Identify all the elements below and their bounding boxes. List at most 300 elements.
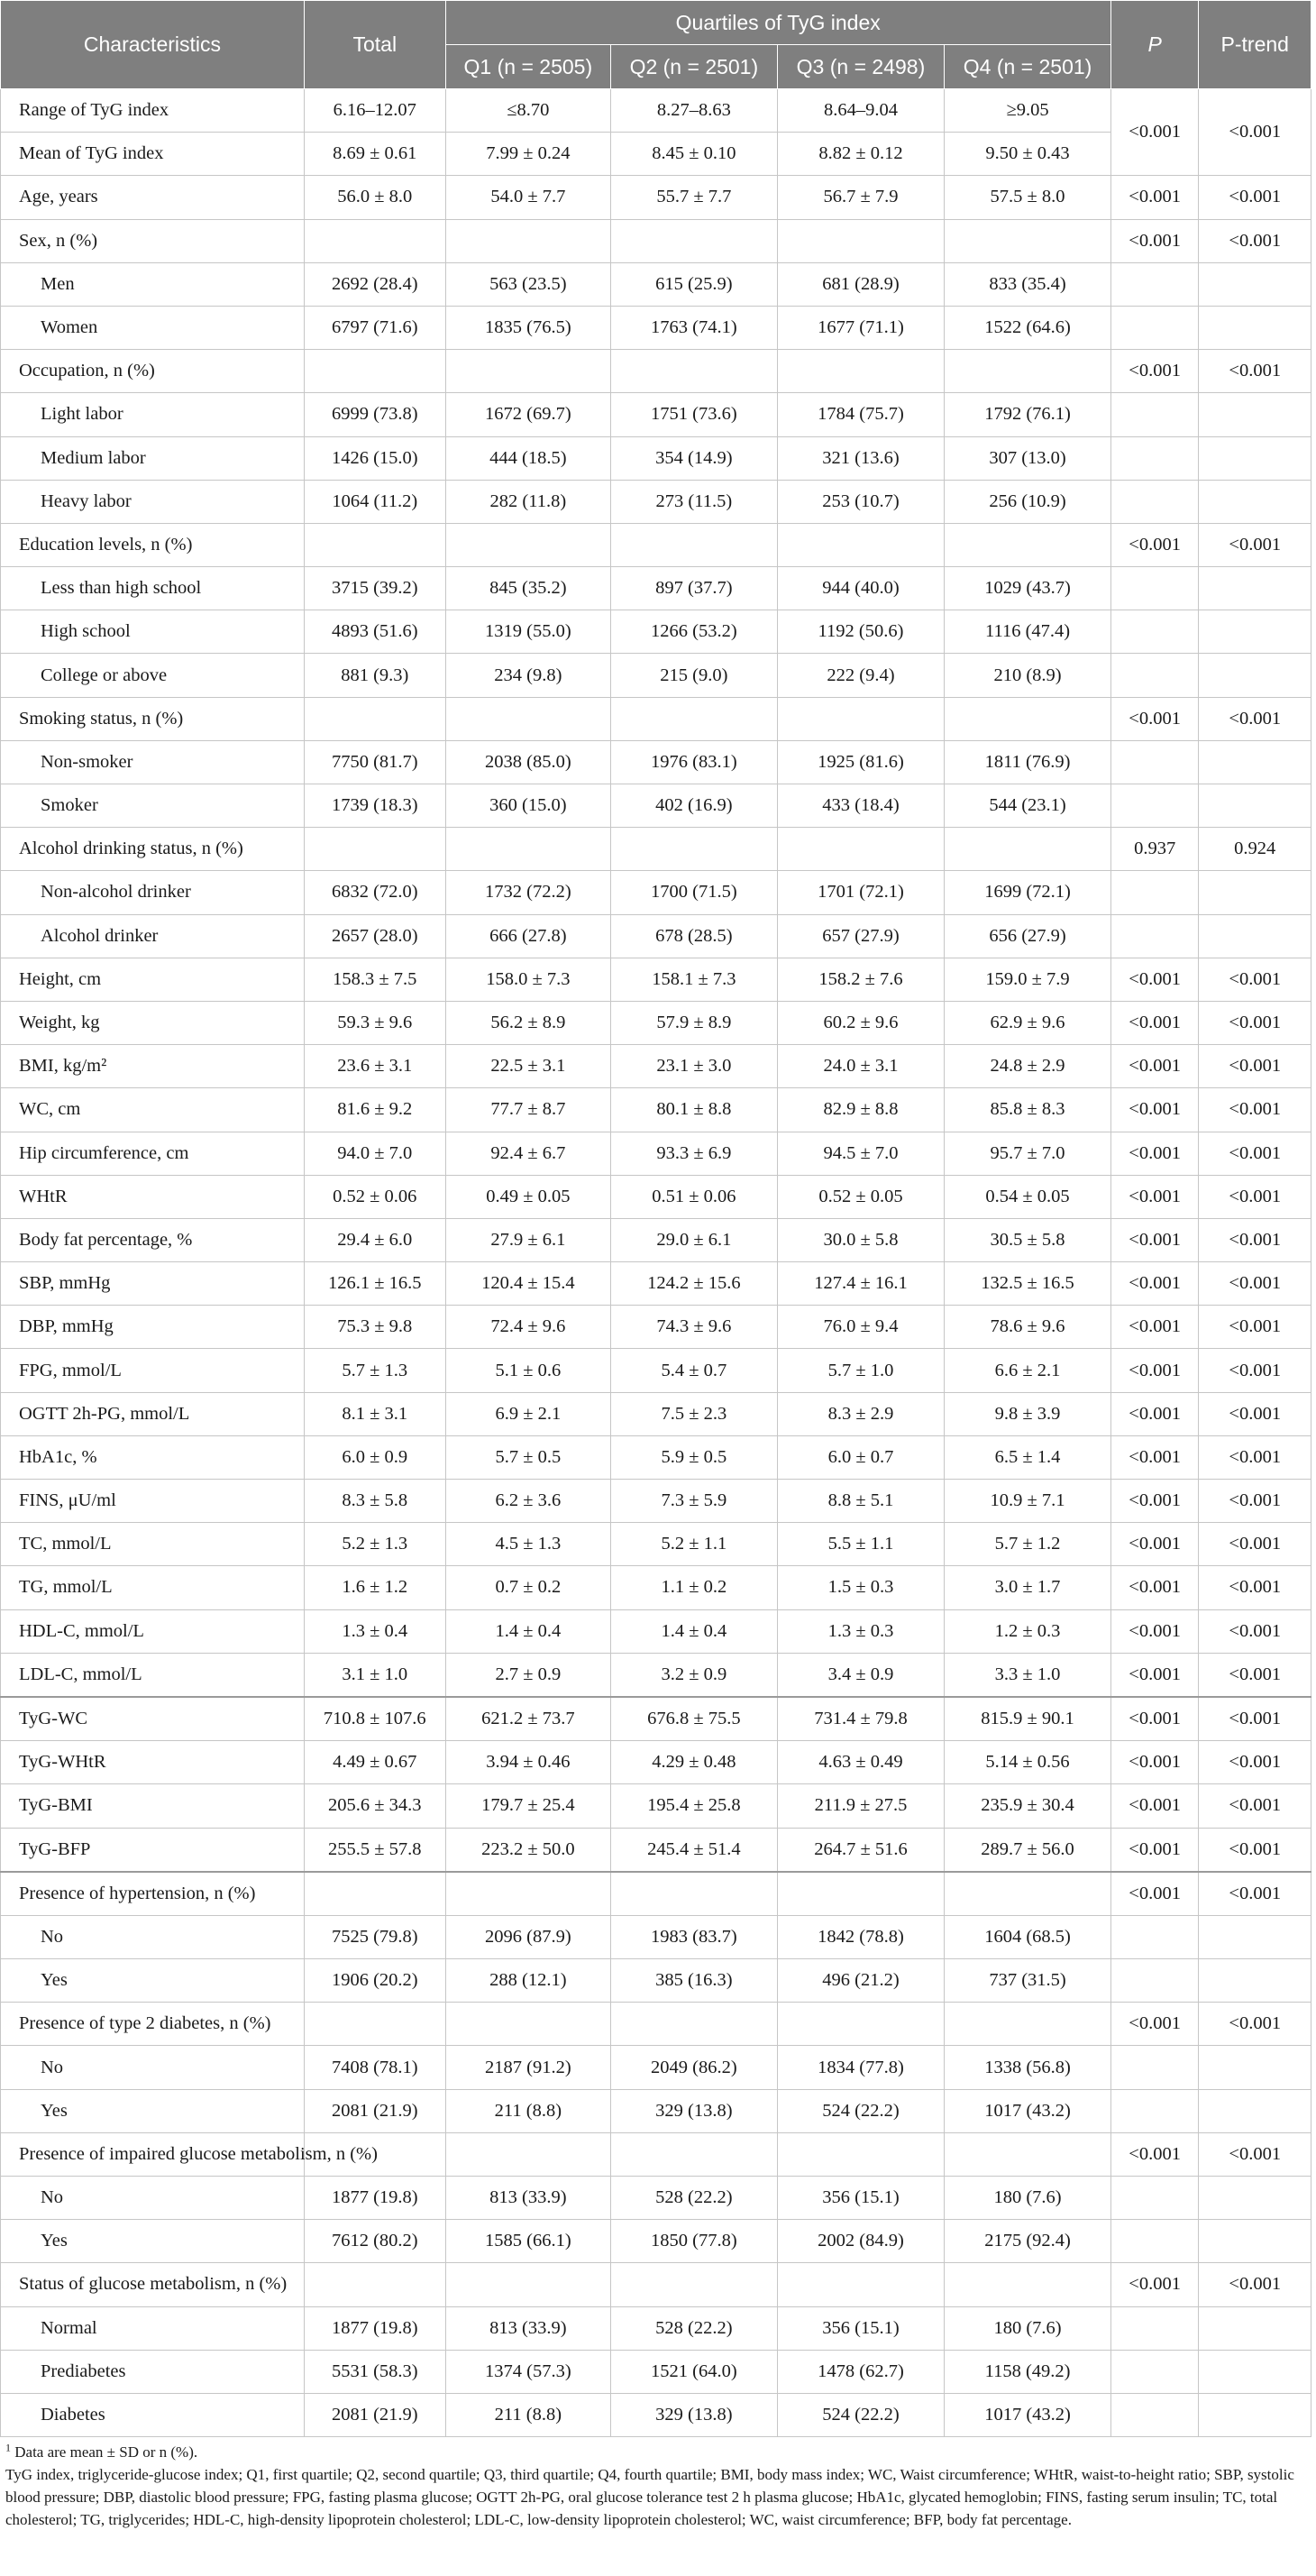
cell-q4: 815.9 ± 90.1 — [945, 1697, 1111, 1741]
cell-q4: 132.5 ± 16.5 — [945, 1262, 1111, 1306]
row-label: Weight, kg — [1, 1001, 305, 1044]
cell-p: <0.001 — [1110, 1045, 1199, 1088]
cell-total: 5.2 ± 1.3 — [304, 1523, 445, 1566]
cell-q1 — [445, 523, 610, 566]
cell-q3: 30.0 ± 5.8 — [777, 1218, 945, 1261]
cell-p: <0.001 — [1110, 1392, 1199, 1435]
cell-q1: 4.5 ± 1.3 — [445, 1523, 610, 1566]
cell-q1: 563 (23.5) — [445, 262, 610, 306]
cell-p: <0.001 — [1110, 1523, 1199, 1566]
table-row — [1, 2046, 1311, 2089]
cell-q2 — [611, 2263, 778, 2306]
cell-p: <0.001 — [1110, 1784, 1199, 1828]
cell-p-trend — [1199, 914, 1311, 958]
cell-q2: 678 (28.5) — [611, 914, 778, 958]
cell-p-trend: <0.001 — [1199, 1088, 1311, 1132]
cell-q1: 1319 (55.0) — [445, 610, 610, 654]
cell-total — [304, 523, 445, 566]
cell-q4: 1158 (49.2) — [945, 2350, 1111, 2393]
cell-p: <0.001 — [1110, 89, 1199, 176]
cell-total: 5.7 ± 1.3 — [304, 1349, 445, 1392]
cell-q4: 24.8 ± 2.9 — [945, 1045, 1111, 1088]
cell-q2: 5.4 ± 0.7 — [611, 1349, 778, 1392]
cell-p: <0.001 — [1110, 1828, 1199, 1872]
table-row — [1, 2177, 1311, 2220]
cell-total: 1.3 ± 0.4 — [304, 1609, 445, 1653]
cell-q1 — [445, 350, 610, 393]
row-label: TyG-WHtR — [1, 1741, 305, 1784]
cell-p-trend: <0.001 — [1199, 176, 1311, 219]
cell-p-trend — [1199, 2046, 1311, 2089]
table-row — [1, 2132, 1311, 2176]
row-label: TG, mmol/L — [1, 1566, 305, 1609]
footnote-1-text: Data are mean ± SD or n (%). — [14, 2443, 198, 2461]
table-row — [1, 2003, 1311, 2046]
table-row — [1, 914, 1311, 958]
table-row — [1, 828, 1311, 871]
row-label: Education levels, n (%) — [1, 523, 305, 566]
cell-q3: 496 (21.2) — [777, 1959, 945, 2003]
cell-q3: 1834 (77.8) — [777, 2046, 945, 2089]
cell-total: 75.3 ± 9.8 — [304, 1306, 445, 1349]
cell-q4 — [945, 523, 1111, 566]
cell-q3 — [777, 1872, 945, 1916]
cell-q2: 2049 (86.2) — [611, 2046, 778, 2089]
cell-q3: 1478 (62.7) — [777, 2350, 945, 2393]
cell-q1: 22.5 ± 3.1 — [445, 1045, 610, 1088]
table-row — [1, 1392, 1311, 1435]
cell-q3: 60.2 ± 9.6 — [777, 1001, 945, 1044]
cell-q1: 0.49 ± 0.05 — [445, 1175, 610, 1218]
cell-p: <0.001 — [1110, 697, 1199, 740]
row-label: Heavy labor — [1, 480, 305, 523]
cell-q1: 2096 (87.9) — [445, 1915, 610, 1958]
cell-q3: 127.4 ± 16.1 — [777, 1262, 945, 1306]
cell-total: 126.1 ± 16.5 — [304, 1262, 445, 1306]
cell-q3: 158.2 ± 7.6 — [777, 958, 945, 1001]
row-label: Presence of impaired glucose metabolism, n (%) — [1, 2132, 305, 2176]
cell-q4: 3.0 ± 1.7 — [945, 1566, 1111, 1609]
cell-q3 — [777, 828, 945, 871]
cell-p-trend: <0.001 — [1199, 1828, 1311, 1872]
cell-q2: 8.27–8.63 — [611, 89, 778, 133]
table-row — [1, 1045, 1311, 1088]
cell-p: <0.001 — [1110, 1653, 1199, 1697]
cell-p-trend: <0.001 — [1199, 219, 1311, 262]
cell-q4: 256 (10.9) — [945, 480, 1111, 523]
cell-q1: 1672 (69.7) — [445, 393, 610, 436]
cell-total: 5531 (58.3) — [304, 2350, 445, 2393]
cell-q1 — [445, 2003, 610, 2046]
header-q3: Q3 (n = 2498) — [777, 45, 945, 89]
cell-q3: 8.8 ± 5.1 — [777, 1480, 945, 1523]
cell-total: 81.6 ± 9.2 — [304, 1088, 445, 1132]
cell-p — [1110, 914, 1199, 958]
cell-total: 2081 (21.9) — [304, 2089, 445, 2132]
cell-total: 56.0 ± 8.0 — [304, 176, 445, 219]
cell-q3: 356 (15.1) — [777, 2306, 945, 2350]
cell-p: <0.001 — [1110, 523, 1199, 566]
cell-q2 — [611, 828, 778, 871]
cell-q3: 356 (15.1) — [777, 2177, 945, 2220]
cell-p-trend — [1199, 2089, 1311, 2132]
table-row — [1, 2350, 1311, 2393]
table-row — [1, 1349, 1311, 1392]
cell-total: 710.8 ± 107.6 — [304, 1697, 445, 1741]
cell-q1 — [445, 828, 610, 871]
cell-q2 — [611, 350, 778, 393]
cell-p: <0.001 — [1110, 1262, 1199, 1306]
cell-q2: 1266 (53.2) — [611, 610, 778, 654]
cell-q4 — [945, 828, 1111, 871]
cell-q3: 6.0 ± 0.7 — [777, 1435, 945, 1479]
cell-q4: 1604 (68.5) — [945, 1915, 1111, 1958]
cell-q4: 6.6 ± 2.1 — [945, 1349, 1111, 1392]
cell-p-trend: <0.001 — [1199, 2263, 1311, 2306]
cell-q1 — [445, 1872, 610, 1916]
row-label: No — [1, 2177, 305, 2220]
cell-q3: 0.52 ± 0.05 — [777, 1175, 945, 1218]
cell-p-trend — [1199, 262, 1311, 306]
cell-p-trend — [1199, 2306, 1311, 2350]
cell-total: 1739 (18.3) — [304, 784, 445, 828]
cell-q4: 1699 (72.1) — [945, 871, 1111, 914]
cell-q3 — [777, 2263, 945, 2306]
cell-q1: 223.2 ± 50.0 — [445, 1828, 610, 1872]
cell-p — [1110, 740, 1199, 784]
row-label: Smoker — [1, 784, 305, 828]
cell-q3: 3.4 ± 0.9 — [777, 1653, 945, 1697]
cell-total: 8.69 ± 0.61 — [304, 133, 445, 176]
header-q2: Q2 (n = 2501) — [611, 45, 778, 89]
cell-q1: 813 (33.9) — [445, 2306, 610, 2350]
cell-total: 7408 (78.1) — [304, 2046, 445, 2089]
cell-p: <0.001 — [1110, 1218, 1199, 1261]
cell-q3 — [777, 350, 945, 393]
cell-q2: 528 (22.2) — [611, 2306, 778, 2350]
cell-total: 7612 (80.2) — [304, 2220, 445, 2263]
cell-q1: 6.2 ± 3.6 — [445, 1480, 610, 1523]
cell-total: 7525 (79.8) — [304, 1915, 445, 1958]
cell-p: 0.937 — [1110, 828, 1199, 871]
cell-q2: 1.1 ± 0.2 — [611, 1566, 778, 1609]
cell-q1: 179.7 ± 25.4 — [445, 1784, 610, 1828]
cell-q3: 5.5 ± 1.1 — [777, 1523, 945, 1566]
cell-p: <0.001 — [1110, 1132, 1199, 1175]
cell-total: 6.0 ± 0.9 — [304, 1435, 445, 1479]
row-label: Occupation, n (%) — [1, 350, 305, 393]
cell-q4: 289.7 ± 56.0 — [945, 1828, 1111, 1872]
cell-total: 1064 (11.2) — [304, 480, 445, 523]
cell-q3 — [777, 697, 945, 740]
cell-q4: 656 (27.9) — [945, 914, 1111, 958]
cell-total — [304, 219, 445, 262]
cell-q4: 78.6 ± 9.6 — [945, 1306, 1111, 1349]
cell-q2: 1850 (77.8) — [611, 2220, 778, 2263]
table-row — [1, 306, 1311, 349]
cell-q2: 385 (16.3) — [611, 1959, 778, 2003]
cell-p: <0.001 — [1110, 176, 1199, 219]
cell-q4: 1338 (56.8) — [945, 2046, 1111, 2089]
row-label: Yes — [1, 2220, 305, 2263]
header-p-trend: P-trend — [1199, 1, 1311, 89]
cell-total — [304, 1872, 445, 1916]
cell-q1 — [445, 2132, 610, 2176]
cell-q4: 0.54 ± 0.05 — [945, 1175, 1111, 1218]
cell-q1: 6.9 ± 2.1 — [445, 1392, 610, 1435]
cell-q4: 5.7 ± 1.2 — [945, 1523, 1111, 1566]
cell-total: 23.6 ± 3.1 — [304, 1045, 445, 1088]
cell-p-trend: <0.001 — [1199, 89, 1311, 176]
cell-q2: 215 (9.0) — [611, 654, 778, 697]
cell-q3 — [777, 2003, 945, 2046]
cell-p: <0.001 — [1110, 1088, 1199, 1132]
cell-p — [1110, 784, 1199, 828]
cell-p-trend — [1199, 2220, 1311, 2263]
table-row — [1, 740, 1311, 784]
cell-total: 8.3 ± 5.8 — [304, 1480, 445, 1523]
table-row — [1, 1872, 1311, 1916]
footnote-marker: 1 — [5, 2441, 11, 2454]
cell-q3: 264.7 ± 51.6 — [777, 1828, 945, 1872]
table-row — [1, 1132, 1311, 1175]
cell-p — [1110, 480, 1199, 523]
cell-q3: 8.64–9.04 — [777, 89, 945, 133]
table-row — [1, 219, 1311, 262]
cell-q4: 30.5 ± 5.8 — [945, 1218, 1111, 1261]
cell-q1: 72.4 ± 9.6 — [445, 1306, 610, 1349]
cell-total: 59.3 ± 9.6 — [304, 1001, 445, 1044]
cell-q4: 9.8 ± 3.9 — [945, 1392, 1111, 1435]
row-label: College or above — [1, 654, 305, 697]
cell-p-trend: <0.001 — [1199, 1741, 1311, 1784]
cell-p: <0.001 — [1110, 1872, 1199, 1916]
cell-q3: 211.9 ± 27.5 — [777, 1784, 945, 1828]
table-row — [1, 523, 1311, 566]
cell-q2: 676.8 ± 75.5 — [611, 1697, 778, 1741]
cell-q1: 5.7 ± 0.5 — [445, 1435, 610, 1479]
cell-p — [1110, 2177, 1199, 2220]
cell-q4 — [945, 2132, 1111, 2176]
cell-q1: 2187 (91.2) — [445, 2046, 610, 2089]
row-label: Age, years — [1, 176, 305, 219]
cell-p-trend: <0.001 — [1199, 697, 1311, 740]
cell-total: 2657 (28.0) — [304, 914, 445, 958]
cell-q2 — [611, 2003, 778, 2046]
cell-q3 — [777, 219, 945, 262]
table-row — [1, 958, 1311, 1001]
cell-q1: 282 (11.8) — [445, 480, 610, 523]
cell-total: 1426 (15.0) — [304, 436, 445, 480]
cell-q2: 5.2 ± 1.1 — [611, 1523, 778, 1566]
cell-q1: 288 (12.1) — [445, 1959, 610, 2003]
table-row — [1, 1915, 1311, 1958]
cell-q1 — [445, 219, 610, 262]
cell-p — [1110, 871, 1199, 914]
cell-q2: 402 (16.9) — [611, 784, 778, 828]
row-label: Non-alcohol drinker — [1, 871, 305, 914]
row-label: Non-smoker — [1, 740, 305, 784]
cell-total: 3.1 ± 1.0 — [304, 1653, 445, 1697]
row-label: Less than high school — [1, 567, 305, 610]
cell-p-trend: <0.001 — [1199, 350, 1311, 393]
cell-q3: 24.0 ± 3.1 — [777, 1045, 945, 1088]
cell-p — [1110, 2089, 1199, 2132]
header-q4: Q4 (n = 2501) — [945, 45, 1111, 89]
cell-total: 158.3 ± 7.5 — [304, 958, 445, 1001]
cell-p-trend — [1199, 393, 1311, 436]
row-label: OGTT 2h-PG, mmol/L — [1, 1392, 305, 1435]
cell-q3: 524 (22.2) — [777, 2393, 945, 2436]
table-row — [1, 2263, 1311, 2306]
cell-q4: 1017 (43.2) — [945, 2393, 1111, 2436]
cell-q3: 681 (28.9) — [777, 262, 945, 306]
cell-q2: 897 (37.7) — [611, 567, 778, 610]
cell-q4 — [945, 2263, 1111, 2306]
cell-total: 4893 (51.6) — [304, 610, 445, 654]
cell-q1: 2.7 ± 0.9 — [445, 1653, 610, 1697]
cell-total: 881 (9.3) — [304, 654, 445, 697]
cell-q2 — [611, 2132, 778, 2176]
row-label: BMI, kg/m² — [1, 1045, 305, 1088]
cell-q3: 1842 (78.8) — [777, 1915, 945, 1958]
table-row — [1, 1697, 1311, 1741]
cell-p-trend: <0.001 — [1199, 1132, 1311, 1175]
cell-q3 — [777, 2132, 945, 2176]
cell-total: 1906 (20.2) — [304, 1959, 445, 2003]
row-label: Yes — [1, 1959, 305, 2003]
table-row — [1, 654, 1311, 697]
cell-q3: 524 (22.2) — [777, 2089, 945, 2132]
footnotes — [0, 2437, 1309, 2531]
footnote-2: TyG index, triglyceride-glucose index; Q1, first quartile; Q2, second quartile; Q3, third quartile; Q4, fourth quartile; BMI, body mass index; WC, Waist circumference; WHtR, waist-to-height ratio; SBP, systolic blood pressure; DBP, diastolic blood pressure; FPG, fasting plasma glucose; OGTT 2h-PG, oral glucose tolerance test 2 h plasma glucose; HbA1c, glycated hemoglobin; FINS, fasting serum insulin; TC, total cholesterol; TG, triglycerides; HDL-C, high-density lipoprotein cholesterol; LDL-C, low-density lipoprotein cholesterol; WC, waist circumference; BFP, body fat percentage. — [5, 2466, 1294, 2529]
table-row — [1, 350, 1311, 393]
cell-q1: 1835 (76.5) — [445, 306, 610, 349]
cell-total: 6999 (73.8) — [304, 393, 445, 436]
cell-q1 — [445, 2263, 610, 2306]
cell-q2: 29.0 ± 6.1 — [611, 1218, 778, 1261]
cell-q4: 2175 (92.4) — [945, 2220, 1111, 2263]
cell-q4: 180 (7.6) — [945, 2177, 1111, 2220]
cell-q4 — [945, 350, 1111, 393]
cell-p-trend: <0.001 — [1199, 1262, 1311, 1306]
cell-total — [304, 2003, 445, 2046]
cell-q2: 1751 (73.6) — [611, 393, 778, 436]
cell-q4: 57.5 ± 8.0 — [945, 176, 1111, 219]
cell-q3: 82.9 ± 8.8 — [777, 1088, 945, 1132]
cell-p-trend — [1199, 1915, 1311, 1958]
cell-q2: 1976 (83.1) — [611, 740, 778, 784]
cell-p — [1110, 2220, 1199, 2263]
cell-p: <0.001 — [1110, 350, 1199, 393]
table-row — [1, 1828, 1311, 1872]
row-label: Hip circumference, cm — [1, 1132, 305, 1175]
cell-p-trend: <0.001 — [1199, 2132, 1311, 2176]
cell-p-trend: <0.001 — [1199, 2003, 1311, 2046]
cell-p-trend — [1199, 871, 1311, 914]
row-label: FINS, μU/ml — [1, 1480, 305, 1523]
cell-q2 — [611, 697, 778, 740]
header-p: P — [1110, 1, 1199, 89]
cell-total: 6832 (72.0) — [304, 871, 445, 914]
table-row — [1, 1088, 1311, 1132]
cell-q3: 8.82 ± 0.12 — [777, 133, 945, 176]
cell-q4: 5.14 ± 0.56 — [945, 1741, 1111, 1784]
cell-q4: 159.0 ± 7.9 — [945, 958, 1111, 1001]
cell-q4: 737 (31.5) — [945, 1959, 1111, 2003]
cell-p: <0.001 — [1110, 1435, 1199, 1479]
table-row — [1, 89, 1311, 133]
table-row — [1, 480, 1311, 523]
row-label: TyG-BFP — [1, 1828, 305, 1872]
cell-total: 1877 (19.8) — [304, 2306, 445, 2350]
cell-q1: 56.2 ± 8.9 — [445, 1001, 610, 1044]
table-row — [1, 1435, 1311, 1479]
cell-p — [1110, 1959, 1199, 2003]
cell-q3: 1784 (75.7) — [777, 393, 945, 436]
cell-q2: 329 (13.8) — [611, 2393, 778, 2436]
cell-q2: 8.45 ± 0.10 — [611, 133, 778, 176]
cell-q1: 621.2 ± 73.7 — [445, 1697, 610, 1741]
cell-q1: 666 (27.8) — [445, 914, 610, 958]
table-row — [1, 784, 1311, 828]
cell-q3: 321 (13.6) — [777, 436, 945, 480]
cell-p: <0.001 — [1110, 1306, 1199, 1349]
cell-q2: 5.9 ± 0.5 — [611, 1435, 778, 1479]
cell-q3: 1925 (81.6) — [777, 740, 945, 784]
table-row — [1, 1959, 1311, 2003]
row-label: No — [1, 2046, 305, 2089]
cell-q2: 7.5 ± 2.3 — [611, 1392, 778, 1435]
cell-p-trend: <0.001 — [1199, 1349, 1311, 1392]
cell-p — [1110, 567, 1199, 610]
cell-p: <0.001 — [1110, 958, 1199, 1001]
cell-q1: 27.9 ± 6.1 — [445, 1218, 610, 1261]
row-label: HDL-C, mmol/L — [1, 1609, 305, 1653]
cell-q4: 95.7 ± 7.0 — [945, 1132, 1111, 1175]
row-label: SBP, mmHg — [1, 1262, 305, 1306]
cell-q3: 4.63 ± 0.49 — [777, 1741, 945, 1784]
row-label: FPG, mmol/L — [1, 1349, 305, 1392]
cell-q1: 1585 (66.1) — [445, 2220, 610, 2263]
row-label: TyG-BMI — [1, 1784, 305, 1828]
cell-total: 255.5 ± 57.8 — [304, 1828, 445, 1872]
cell-p: <0.001 — [1110, 2132, 1199, 2176]
cell-q2: 273 (11.5) — [611, 480, 778, 523]
cell-q1: 1.4 ± 0.4 — [445, 1609, 610, 1653]
cell-total: 1.6 ± 1.2 — [304, 1566, 445, 1609]
cell-q3: 1677 (71.1) — [777, 306, 945, 349]
cell-p — [1110, 2350, 1199, 2393]
cell-q3 — [777, 523, 945, 566]
table-body — [1, 89, 1311, 2437]
cell-q1: 77.7 ± 8.7 — [445, 1088, 610, 1132]
cell-q2: 528 (22.2) — [611, 2177, 778, 2220]
row-label: HbA1c, % — [1, 1435, 305, 1479]
table-row — [1, 2089, 1311, 2132]
cell-q4: 10.9 ± 7.1 — [945, 1480, 1111, 1523]
cell-total: 6797 (71.6) — [304, 306, 445, 349]
cell-p: <0.001 — [1110, 1480, 1199, 1523]
cell-q2: 1.4 ± 0.4 — [611, 1609, 778, 1653]
row-label: Mean of TyG index — [1, 133, 305, 176]
cell-q4: 6.5 ± 1.4 — [945, 1435, 1111, 1479]
cell-p: <0.001 — [1110, 2003, 1199, 2046]
cell-q3: 253 (10.7) — [777, 480, 945, 523]
cell-q4 — [945, 1872, 1111, 1916]
cell-q1: 158.0 ± 7.3 — [445, 958, 610, 1001]
cell-q4 — [945, 2003, 1111, 2046]
